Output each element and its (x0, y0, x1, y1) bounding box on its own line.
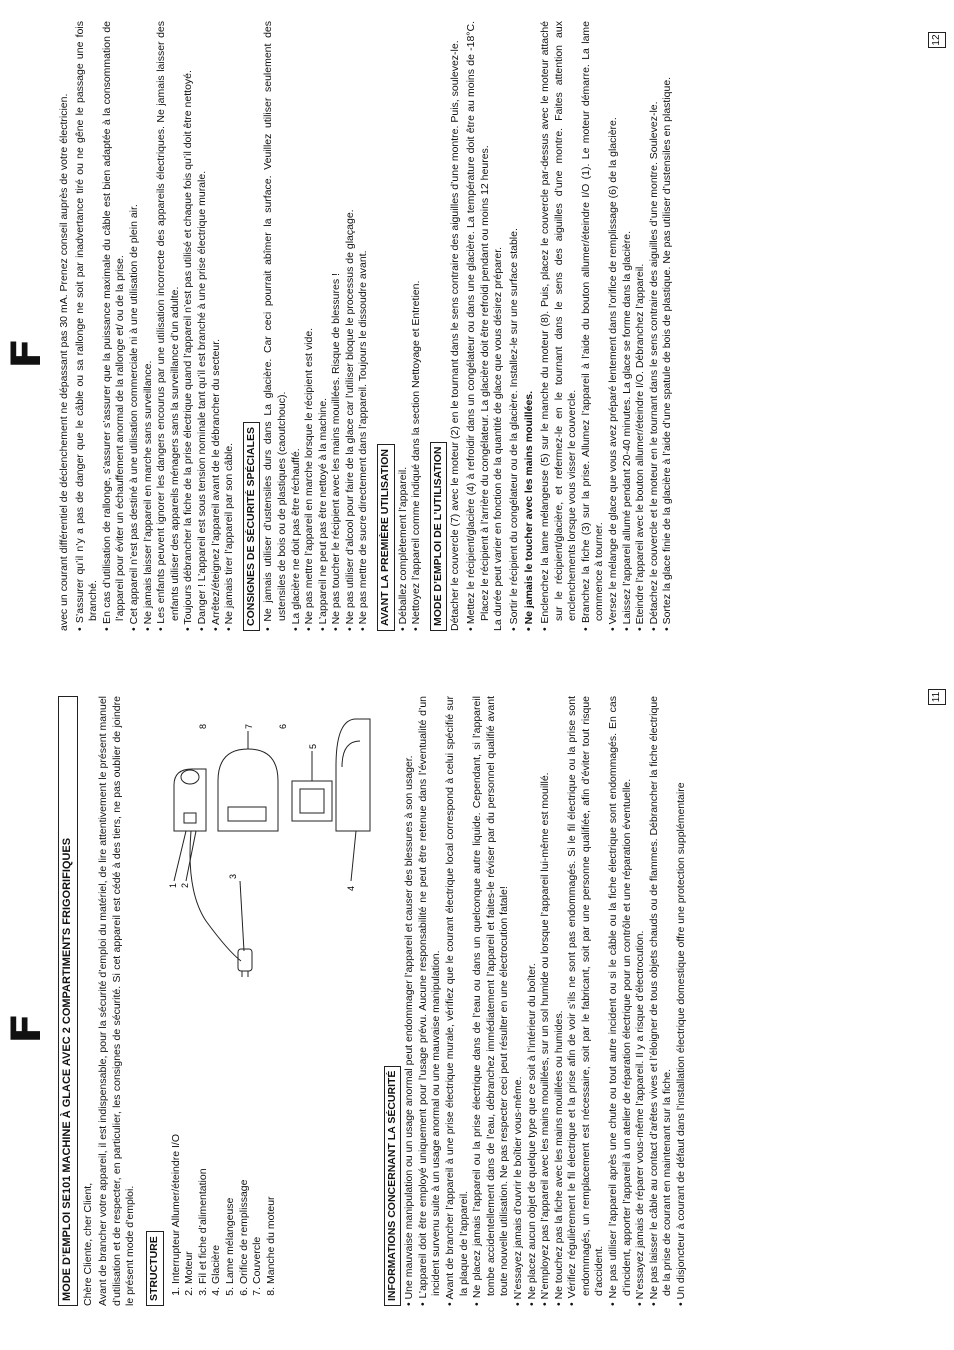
safety-heading: INFORMATIONS CONCERNANT LA SÉCURITÉ (384, 1066, 402, 1306)
usage-step: • Branchez la fiche (3) sur la prise. Allumez l’appareil à l’aide du bouton allumer/éteindre I/O (1). Le moteur démarre. La lame commence à tourner. (580, 21, 607, 631)
safety-item: • Une mauvaise manipulation ou un usage anormal peut endommager l’appareil et causer des blessures à son usager. (403, 696, 417, 1306)
safety-item: • Ne jamais tirer l’appareil par son câble. (223, 21, 237, 631)
first-use-item: • Déballez complètement l’appareil. (397, 21, 411, 631)
safety-item: • Ne pas utiliser l’appareil après une chute ou tout autre incident ou si le câble ou la fiche électrique sont endommagés. En cas d’incident, apporter l’appareil à un atelier de réparation électrique pour un contrôle et une réparation éventuelle. (607, 696, 634, 1306)
safety-item: • Danger ! L’appareil est sous tension nominale tant qu’il est branché à une prise électrique murale. (196, 21, 210, 631)
continued-text: avec un courant différentiel de déclenchement ne dépassant pas 30 mA. Prenez conseil auprès de votre électricien. (58, 93, 70, 631)
structure-item: 1. Interrupteur Allumer/éteindre I/O (170, 1084, 184, 1284)
safety-item: • L’appareil doit être employé uniquement pour l’usage prévu. Aucune responsabilité ne peut être retenue dans l’éventualité d’un incident survenu suite à un usage anormal ou une mauvaise manipulation. (417, 696, 444, 1306)
page-content (58, 696, 689, 1306)
safety-item: • Vérifiez régulièrement le fil électrique et la prise afin de voir s’ils ne sont pas endommagés. Si le fil électrique ou la prise sont endommagés, un remplacement est nécessaire, soit par le fabricant, soit par une personne qualifiée, afin d’éviter tout risque d’accident. (566, 696, 607, 1306)
safety-item: • N’essayez jamais d’ouvrir le boîtier vous-même. (512, 696, 526, 1306)
usage-step: • Versez le mélange de glace que vous avez préparé lentement dans l’orifice de remplissage (6) de la glacière. (607, 21, 621, 631)
usage-step: • Détachez le couvercle et le moteur en le tournant dans le sens contraire des aiguilles d’une montre. Soulevez-le. (648, 21, 662, 631)
page-content (58, 21, 675, 631)
safety-item: • Cet appareil n’est pas destiné à une utilisation commerciale ni à une utilisation de plein air. (128, 21, 142, 631)
safety-item: • Ne jamais laisser l’appareil en marche sans surveillance. (142, 21, 156, 631)
figure-label: 5 (307, 743, 318, 749)
ice-cream-maker-diagram (166, 711, 371, 981)
figure-label: 3 (227, 873, 238, 879)
intro-paragraph: Avant de brancher votre appareil, il est indispensable, pour la sécurité d’emploi du matériel, de lire attentivement le présent manuel d’utilisation et de respecter, en particulier, les consignes de sécurité. Si cet appareil est cédé à des tiers, ne pas oublier de joindre le présent mode d’emploi. (97, 696, 137, 1306)
structure-item: 4. Glacière (210, 1084, 224, 1284)
structure-heading: STRUCTURE (146, 1231, 164, 1306)
structure-item: 2. Moteur (183, 1084, 197, 1284)
usage-step: • Sortir le récipient du congélateur ou de la glacière. Installez-le sur une surface stable. (508, 21, 522, 631)
usage-heading: MODE D’EMPLOI DE L’UTILISATION (430, 442, 448, 631)
usage-warning: • Ne jamais le toucher avec les mains mouillées. (523, 21, 537, 631)
usage-step: La durée peut varier en fonction de la quantité de glace que vous désirez préparer. (492, 246, 505, 631)
usage-step: • Laissez l’appareil allumé pendant 20-40 minutes. La glace se forme dans la glacière. (621, 21, 635, 631)
special-safety-heading: CONSIGNES DE SÉCURITÉ SPÉCIALES (243, 422, 261, 631)
safety-item: • Ne placez jamais l’appareil ou la prise électrique dans de l’eau ou dans un quelconque autre liquide. Cependant, si l’appareil tombe accidentellement dans de l’eau, débranchez immédiatement l’appareil et faites-le réviser par du personnel qualifié avant toute nouvelle utilisation. Ne pas respecter ceci peut résulter en une électrocution fatale! (471, 696, 512, 1306)
special-item: • Ne pas toucher le récipient avec les mains mouillées. Risque de blessures ! (330, 21, 344, 631)
structure-item: 7. Couvercle (251, 1084, 265, 1284)
language-letter: F (4, 1012, 50, 1045)
figure-label: 1 (167, 882, 178, 888)
manual-title: MODE D’EMPLOI SE101 MACHINE À GLACE AVEC 2 COMPARTIMENTS FRIGORIFIQUES (58, 696, 78, 1306)
safety-item: • Ne touchez pas la fiche avec les mains mouillées ou humides. (553, 696, 567, 1306)
figure-label: 4 (345, 885, 356, 891)
special-item: • Ne pas mettre de sucre directement dans l’appareil. Toujours le dissoudre avant. (357, 21, 371, 631)
structure-item: 3. Fil et fiche d’alimentation (197, 1084, 211, 1284)
safety-item: • Un disjoncteur à courant de défaut dans l’installation électrique domestique offre une protection supplémentaire (675, 696, 689, 1306)
figure-label: 2 (179, 882, 190, 888)
first-use-item: • Nettoyez l’appareil comme indiqué dans la section Nettoyage et Entretien. (410, 21, 424, 631)
first-use-heading: AVANT LA PREMIÈRE UTILISATION (377, 444, 395, 631)
greeting: Chère Cliente, cher Client, (81, 1182, 94, 1306)
language-letter: F (4, 337, 50, 370)
usage-step: • Eteindre l’appareil avec le bouton allumer/éteindre I/O. Débranchez l’appareil. (634, 21, 648, 631)
special-item: • La glacière ne doit pas être réchauffé. (290, 21, 304, 631)
page-11 (0, 675, 954, 1350)
figure-label: 6 (277, 723, 288, 729)
safety-item: • Arrêtez/éteignez l’appareil avant de le débrancher du secteur. (210, 21, 224, 631)
structure-section (166, 696, 356, 1306)
safety-item: • Les enfants peuvent ignorer les dangers encourus par une utilisation incorrecte des appareils électriques. Ne jamais laisser des enfants utiliser des appareils ménagers sans la surveillance d’un adulte. (155, 21, 182, 631)
structure-item: 5. Lame mélangeuse (224, 1084, 238, 1284)
safety-item: • Ne placez aucun objet de quelque type que ce soit à l’intérieur du boîter. (526, 696, 540, 1306)
safety-item: • Toujours débrancher la fiche de la prise électrique quand l’appareil n’est pas utilisé et chaque fois qu’il doit être nettoyé. (182, 21, 196, 631)
usage-step: • Sortez la glace finie de la glacière à l’aide d’une spatule de bois de plastique. Ne pas utiliser d’ustensiles en plastique. (661, 21, 675, 631)
safety-item: • Avant de brancher l’appareil à une prise électrique murale, vérifiez que le courant électrique local correspond à celui spécifié sur la plaque de l’appareil. (444, 696, 471, 1306)
safety-item: • S’assurer qu’il n’y a pas de danger que le câble ou sa rallonge ne soit par inadvertance tiré ou ne gêne le passage une fois branché. (74, 21, 101, 631)
usage-step: Détacher le couvercle (7) avec le moteur (2) en le tournant dans le sens contraire des aiguilles d’une montre. Puis, soulevez-le. (449, 40, 462, 631)
safety-item: • N’essayez jamais de réparer vous-même l’appareil. Il y a risque d’électrocution. (634, 696, 648, 1306)
safety-item: • En cas d’utilisation de rallonge, s’assurer s’assurer que la puissance maximale du câble est bien adaptée à la consommation de l’appareil pour éviter un échauffement anormal de la rallonge et/ ou de la prise. (101, 21, 128, 631)
usage-step: • Mettez le récipient/glacière (4) à refroidir dans un congélateur ou dans une glacière. La température doit être au moins de -18°C. Placez le récipient à l’arrière du congélateur. La glacière doit être refroidi pendant ou moins 12 heures. (465, 21, 492, 631)
special-item: • Ne pas mettre l’appareil en marche lorsque le récipient est vide. (303, 21, 317, 631)
special-item: • L’appareil ne peut pas être nettoyé à la machine. (317, 21, 331, 631)
safety-item: • N’employez pas l’appareil avec les mains mouillées, sur un sol humide ou lorsque l’appareil lui-même est mouillé. (539, 696, 553, 1306)
usage-step: • Enclenchez la lame mélangeuse (5) sur le manche du moteur (8). Puis, placez le couvercle par-dessus avec le moteur attaché sur le récipient/glacière, et refermez-le en le tournant dans le sens des aiguilles d’une montre. Faites attention aux enclenchements lorsque vous visser le couvercle. (539, 21, 580, 631)
page-number: 11 (928, 689, 946, 705)
figure-label: 7 (243, 723, 254, 729)
page-number: 12 (928, 32, 946, 48)
structure-item: 8. Manche du moteur (265, 1084, 279, 1284)
structure-list (170, 1084, 279, 1306)
special-item: • Ne jamais utiliser d’ustensiles durs dans La glacière. Car ceci pourrait abîmer la surface. Veuillez utiliser seulement des ustensiles de bois ou de plastiques (caoutchouc). (262, 21, 289, 631)
figure-label: 8 (197, 723, 208, 729)
safety-item: • Ne pas laisser le câble au contact d’arêtes vives et l’éloigner de tous objets chauds ou de flammes. Débrancher la fiche électrique de la prise de courant en maintenant sur la fiche. (648, 696, 675, 1306)
structure-item: 6. Orifice de remplissage (238, 1084, 252, 1284)
special-item: • Ne pas utiliser d’alcool pour faire de la glace car l’utiliser bloque le processus de glaçage. (344, 21, 358, 631)
